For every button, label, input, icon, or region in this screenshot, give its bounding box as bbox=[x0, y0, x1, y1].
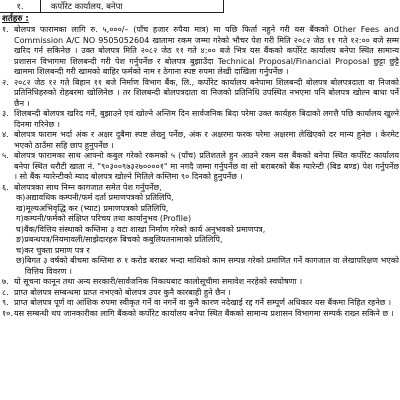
condition-text: शिलबन्दी बोलपत्र खरिद गर्ने, बुझाउने एवं खोल्ने अन्तिम दिन सार्वजनिक बिदा परेमा उक्त कार्यहरु बिदाको लगत्तै पछि कार्यालय खुल्ने दिनमा गरिनेछ । bbox=[14, 109, 399, 129]
condition-number: ९. bbox=[2, 298, 9, 307]
condition-number: १०. bbox=[2, 308, 13, 318]
condition-number: ६. bbox=[2, 182, 9, 192]
condition-text: बोलपत्र फारामका साथ आफ्नो कबुल गरेको रकमको ५ (पाँच) प्रतिशतले हुन आउने रकम यस बैंकको बनेपा स्थित कर्पोरेट कार्यालय बनेपा स्थित धरौटी खाता नं. "९०३००९७३२७००००१" मा नगदै जम्मा गर्नुपर्नेछ वा सो बराबरको बैंक ग्यारेन्टी (बिड बण्ड) पेश गर्नुपर्नेछ । सो बैंक ग्यारेन्टीको म्याद बोलपत्र खोल्ने मितिले कम्तिमा ९० दिनको हुनुपर्नेछ । bbox=[14, 151, 399, 181]
required-document-4 bbox=[2, 235, 399, 246]
condition-number: ८. bbox=[2, 287, 9, 297]
document-text: कम्पनी/फर्मको संक्षिप्त परिचय तथा कार्यानुभव (Profile) bbox=[23, 214, 192, 223]
condition-number: १. bbox=[2, 25, 9, 34]
office-cell: कर्पोरेट कार्यालय, बनेपा bbox=[41, 0, 224, 13]
header-row bbox=[0, 0, 400, 13]
document-key: ख) bbox=[16, 203, 26, 213]
required-document-0 bbox=[2, 193, 399, 204]
condition-number: ४. bbox=[2, 130, 9, 139]
required-document-1 bbox=[2, 204, 399, 215]
condition-item-1 bbox=[2, 78, 399, 110]
document-key: ग) bbox=[16, 214, 24, 223]
condition-item-4 bbox=[2, 151, 399, 183]
document-key: घ) bbox=[16, 224, 24, 234]
condition-text: बोलपत्रका साथ निम्न कागजात समेत पेश गर्नुपर्नेछ, bbox=[14, 182, 162, 192]
condition-text: प्राप्त बोलपत्र पूर्ण वा आंशिक रुपमा स्वीकृत गर्ने वा नगर्ने वा कुनै कारण नदेखाई रद्द गर्ने सम्पूर्ण अधिकार यस बैंकमा निहित रहनेछ । bbox=[14, 298, 392, 307]
condition-item-2 bbox=[2, 109, 399, 130]
document-text: कर चुक्ता प्रमाण पत्र र bbox=[24, 245, 90, 255]
required-document-6 bbox=[2, 256, 399, 277]
condition-number: ३. bbox=[2, 109, 9, 118]
required-documents-list bbox=[2, 193, 399, 277]
document-text: बैंक/वित्तिय संस्थाको कम्तिमा ३ वटा शाखा निर्माण गरेको कार्य अनुभवको प्रमाणपत्र, bbox=[23, 224, 266, 234]
condition-item-5 bbox=[2, 183, 399, 194]
required-document-5 bbox=[2, 246, 399, 257]
condition-text: प्राप्त बोलपत्र सम्बन्धमा प्राप्त नभएको बोलपत्र उपर कुनै कारबाही हुने छैन । bbox=[14, 287, 231, 297]
condition-text: यो सूचना कानून तथा अन्य सरकारी/सार्वजनिक निकायबाट कालोसूचीमा समावेश नरहेको स्वघोषणा । bbox=[14, 277, 303, 286]
document-key: छ) bbox=[16, 256, 25, 265]
condition-text: २०८२ जेठ १२ गते बिहान ११ बजे निर्माण विभाग बैंक, लि., कर्पोरेट कार्यालय बनेपामा शिलबन्दी बोलपत्र बोलपत्रदाता वा निजको प्रतिनिधिहरुको रोहबरमा खोलिनेछ । तर शिलबन्दी बोलपत्रदाता वा निजको प्रतिनिधि उपस्थित नभएमा पनि बोलपत्र खोल्न बाधा पर्ने छैन । bbox=[14, 77, 399, 108]
condition-number: २. bbox=[2, 77, 9, 87]
conditions-heading: शर्तहरु : bbox=[2, 14, 29, 24]
condition-item-after-1 bbox=[2, 288, 399, 299]
conditions-list-continued bbox=[2, 277, 399, 319]
document-key: क) bbox=[16, 193, 26, 202]
condition-item-after-2 bbox=[2, 298, 399, 309]
condition-item-after-3 bbox=[2, 309, 399, 320]
condition-item-0 bbox=[2, 25, 399, 78]
condition-number: ५. bbox=[2, 151, 9, 160]
document-text: बिगत ३ वर्षको बीचमा कम्तिमा रु १ करोड बराबर भन्दा माथिको काम सम्पन्न गरेको प्रमाणित गर्ने कागजात वा लेखापरिक्षण भएको वित्तिय विवरण । bbox=[24, 256, 399, 276]
document-text: प्रबन्धपत्र/नियमावली/साझेदारहरु बिचको कबुलियतनामाको प्रतिलिपि, bbox=[24, 235, 223, 244]
condition-text: बोलपत्र फाराम भर्दा अंक र अक्षर दुबैमा स्पष्ट लेख्नु पर्नेछ, अंक र अक्षरमा फरक परेमा अक्षरमा लेखिएको दर मान्य हुनेछ । केरमेट भएको ठाउँमा सहि छाप हुनुपर्नेछ । bbox=[14, 130, 399, 150]
serial-cell: १. bbox=[0, 0, 41, 13]
required-document-2 bbox=[2, 214, 399, 225]
document-key: च) bbox=[16, 245, 25, 255]
required-document-3 bbox=[2, 225, 399, 236]
condition-number: ७. bbox=[2, 277, 9, 286]
document-text: मूल्यअभिवृद्धि कर (भ्याट) प्रमाणपत्रको प्रतिलिपि, bbox=[25, 203, 169, 213]
document-key: ङ) bbox=[16, 235, 25, 244]
condition-text: बोलपत्र फारामका लागि रु. ५,०००/– (पाँच हजार रुपैया मात्र) मा पछि फिर्ता नहुने गरी यस बैंकको Other Fees and Commission A/C NO 9505052604 खातामा रकम जम्मा गरेको भौचर पेश गरी मिति २०८२ जेठ ११ गते १२:०० बजे सम्म खरिद गर्न सकिनेछ । उक्त बोलपत्र मिति २०८२ जेठ ११ गते ४:०० बजे भित्र यस बैंकको कर्पोरेट कार्यालय बनेपा स्थित सामान्य प्रशासन विभागमा शिलबन्दी गरी पेश गर्नुपर्नेछ र बोलपत्र बुझाउँदा Technical Proposal/Financial Proposal छुट्टा छुट्टै खाममा शिलबन्दी गरी खामको बाहिर फर्मको नाम र ठेगाना स्पष्ट रुपमा लेखी दाखिला गर्नुपर्नेछ । bbox=[14, 25, 399, 76]
conditions-body bbox=[0, 25, 400, 319]
condition-text: यस सम्बन्धी थप जानकारीका लागि बैंकको कर्पोरेट कार्यालय बनेपा स्थित बैंकको सामान्य प्रशासन विभागमा सम्पर्क राख्न सकिने छ । bbox=[14, 308, 394, 318]
condition-item-after-0 bbox=[2, 277, 399, 288]
document-text: अद्यावधिक कम्पनी/फर्म दर्ता प्रमाणपत्रको प्रतिलिपि, bbox=[25, 193, 174, 202]
condition-item-3 bbox=[2, 130, 399, 151]
conditions-list bbox=[2, 25, 399, 193]
